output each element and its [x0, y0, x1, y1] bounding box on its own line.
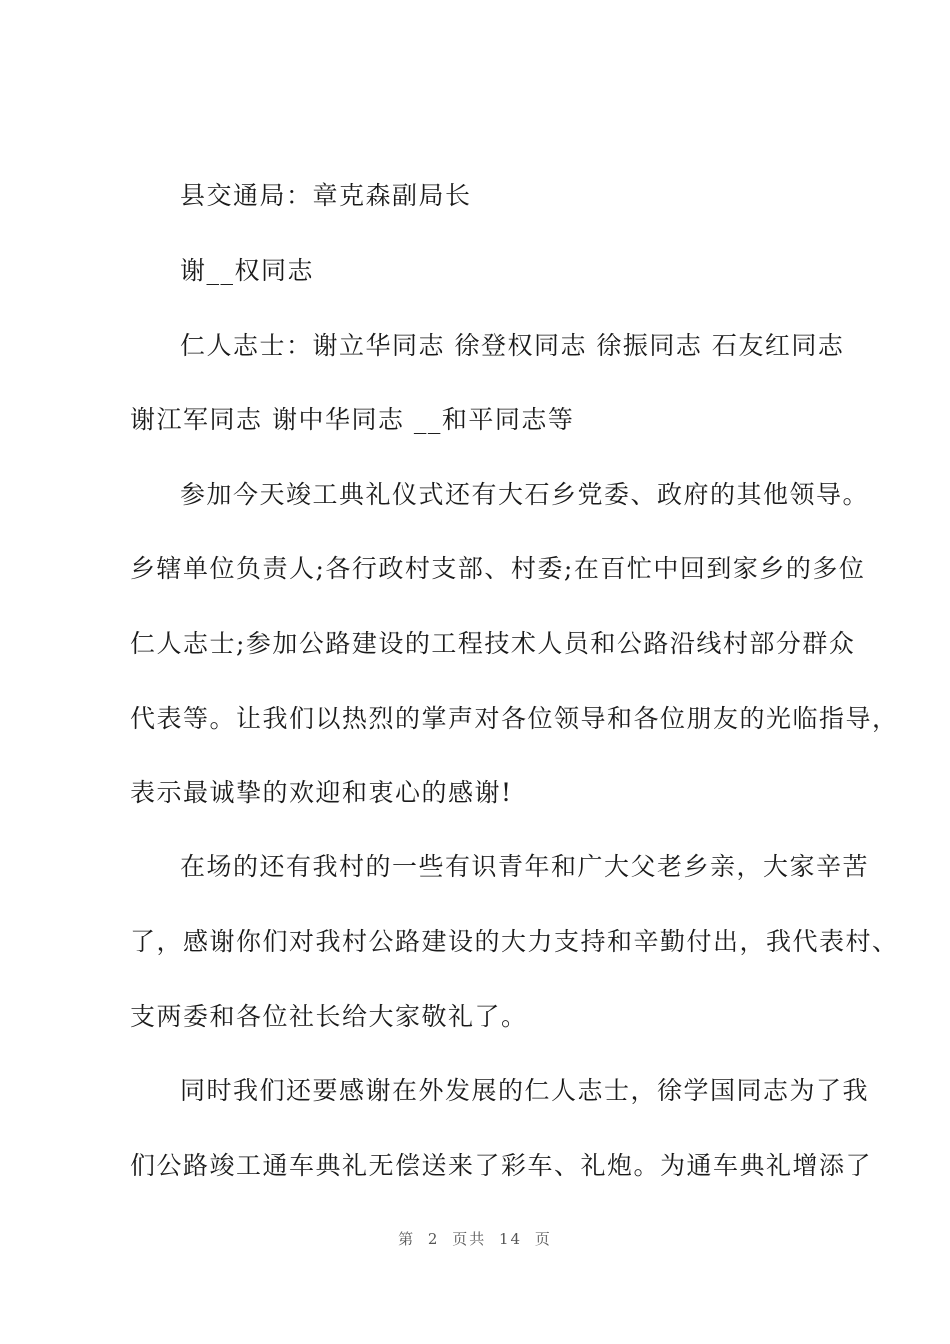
text-line: 在场的还有我村的一些有识青年和广大父老乡亲，大家辛苦 [180, 852, 870, 881]
text-line: 仁人志士;参加公路建设的工程技术人员和公路沿线村部分群众 [130, 629, 856, 658]
text-line: 代表等。让我们以热烈的掌声对各位领导和各位朋友的光临指导， [130, 704, 899, 733]
text-line: 乡辖单位负责人;各行政村支部、村委;在百忙中回到家乡的多位 [130, 554, 866, 583]
page-number: 第 2 页共 14 页 [398, 1230, 552, 1248]
text-line: 表示最诚挚的欢迎和衷心的感谢! [130, 778, 513, 807]
text-line: 谢__权同志 [180, 256, 315, 285]
text-line: 仁人志士：谢立华同志 徐登权同志 徐振同志 石友红同志 [180, 331, 845, 360]
text-line: 参加今天竣工典礼仪式还有大石乡党委、政府的其他领导。 [180, 480, 870, 509]
text-line: 县交通局：章克森副局长 [180, 181, 472, 210]
text-line: 谢江军同志 谢中华同志 __和平同志等 [130, 405, 575, 434]
text-line: 了，感谢你们对我村公路建设的大力支持和辛勤付出，我代表村、 [130, 927, 899, 956]
text-line: 支两委和各位社长给大家敬礼了。 [130, 1002, 528, 1031]
text-line: 同时我们还要感谢在外发展的仁人志士，徐学国同志为了我 [180, 1076, 870, 1105]
text-line: 们公路竣工通车典礼无偿送来了彩车、礼炮。为通车典礼增添了 [130, 1151, 873, 1180]
